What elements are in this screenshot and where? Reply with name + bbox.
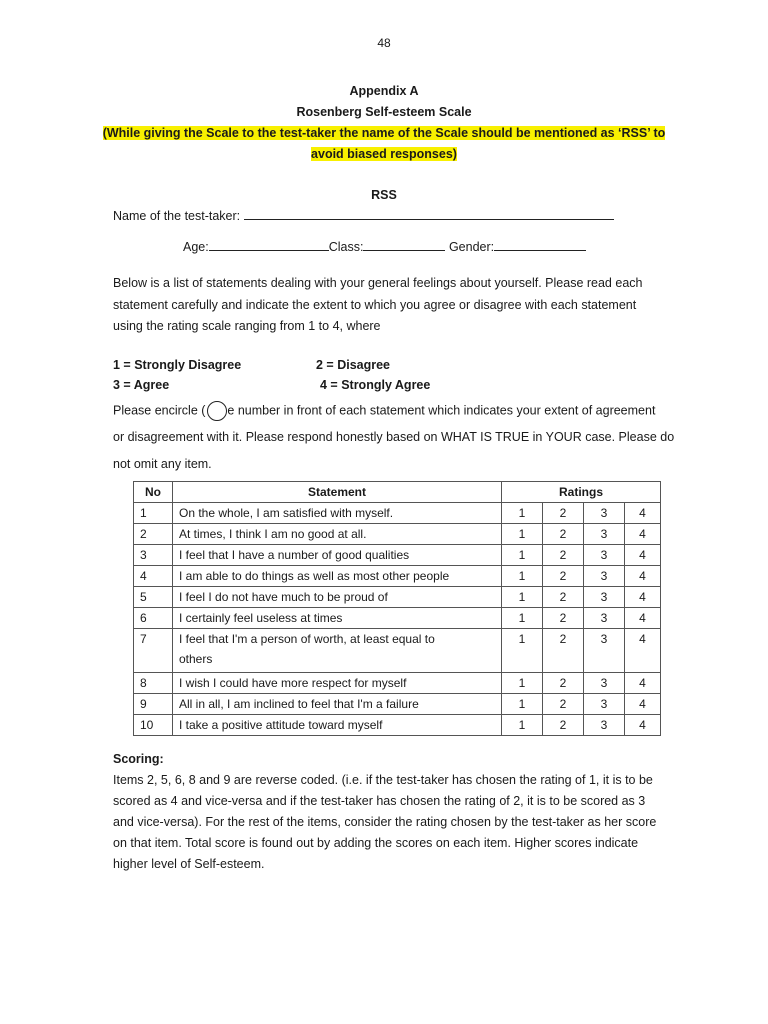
scoring-line: on that item. Total score is found out by adding the scores on each item. Higher scores indicate — [113, 836, 639, 850]
rating-option-3[interactable]: 3 — [584, 608, 625, 629]
instruction-text-b: e number in front of each statement which indicates your extent of agreement — [227, 403, 656, 418]
rating-option-2[interactable]: 2 — [543, 694, 584, 715]
rating-option-3[interactable]: 3 — [584, 629, 625, 673]
scoring-line: higher level of Self-esteem. — [113, 857, 265, 871]
rating-option-2[interactable]: 2 — [543, 673, 584, 694]
rating-option-2[interactable]: 2 — [543, 524, 584, 545]
rating-option-3[interactable]: 3 — [584, 715, 625, 736]
rating-option-2[interactable]: 2 — [543, 503, 584, 524]
table-row — [134, 694, 661, 715]
rating-option-3[interactable]: 3 — [584, 694, 625, 715]
row-statement: All in all, I am inclined to feel that I'm a failure — [173, 694, 502, 715]
rating-option-2[interactable]: 2 — [543, 545, 584, 566]
row-number: 5 — [134, 587, 173, 608]
rating-option-4[interactable]: 4 — [625, 566, 661, 587]
rating-option-4[interactable]: 4 — [625, 608, 661, 629]
class-input-line[interactable] — [363, 238, 445, 251]
table-row — [134, 715, 661, 736]
note-line-1-text: (While giving the Scale to the test-taker the name of the Scale should be mentioned as ‘RSS’ to — [102, 126, 666, 140]
legend-strongly-agree: 4 = Strongly Agree — [320, 378, 431, 392]
rating-option-2[interactable]: 2 — [543, 587, 584, 608]
appendix-title: Appendix A — [349, 84, 419, 98]
row-number: 3 — [134, 545, 173, 566]
note-line-2-text: avoid biased responses) — [311, 147, 457, 161]
row-statement: I feel I do not have much to be proud of — [173, 587, 502, 608]
rating-option-4[interactable]: 4 — [625, 503, 661, 524]
rating-option-1[interactable]: 1 — [502, 503, 543, 524]
scoring-line: and vice-versa). For the rest of the items, consider the rating chosen by the test-taker as her score — [113, 815, 657, 829]
table-row — [134, 673, 661, 694]
statement-line: I feel that I'm a person of worth, at least equal to — [179, 632, 435, 646]
row-statement: At times, I think I am no good at all. — [173, 524, 502, 545]
name-field-row — [113, 207, 614, 223]
table-row — [134, 545, 661, 566]
scoring-paragraph — [113, 770, 658, 875]
rating-option-4[interactable]: 4 — [625, 715, 661, 736]
scoring-line: Items 2, 5, 6, 8 and 9 are reverse coded. (i.e. if the test-taker has chosen the rating of 1, it is to be — [113, 773, 653, 787]
class-label: Class: — [328, 240, 364, 254]
rating-option-3[interactable]: 3 — [584, 566, 625, 587]
row-number: 2 — [134, 524, 173, 545]
intro-line: Below is a list of statements dealing with your general feelings about yourself. Please read each — [113, 276, 643, 290]
name-label: Name of the test-taker: — [113, 209, 241, 223]
rating-option-1[interactable]: 1 — [502, 694, 543, 715]
row-statement: I feel that I have a number of good qualities — [173, 545, 502, 566]
rating-option-2[interactable]: 2 — [543, 629, 584, 673]
header-statement: Statement — [173, 482, 502, 503]
statement-line: others — [179, 652, 213, 666]
instruction-text-a: Please encircle ( — [113, 403, 206, 418]
header-no: No — [134, 482, 173, 503]
legend-disagree: 2 = Disagree — [316, 358, 391, 372]
table-row — [134, 503, 661, 524]
instruction-line-3: not omit any item. — [113, 457, 212, 471]
form-title: RSS — [371, 188, 397, 202]
row-number: 8 — [134, 673, 173, 694]
rating-option-4[interactable]: 4 — [625, 524, 661, 545]
instruction-line-1 — [113, 401, 655, 421]
rating-option-4[interactable]: 4 — [625, 673, 661, 694]
rating-option-4[interactable]: 4 — [625, 694, 661, 715]
row-statement: I wish I could have more respect for myself — [173, 673, 502, 694]
page-number: 48 — [377, 36, 391, 50]
rating-option-1[interactable]: 1 — [502, 715, 543, 736]
scoring-line: scored as 4 and vice-versa and if the test-taker has chosen the rating of 2, it is to be scored as 3 — [113, 794, 646, 808]
row-statement: I certainly feel useless at times — [173, 608, 502, 629]
row-number: 1 — [134, 503, 173, 524]
rating-option-1[interactable]: 1 — [502, 629, 543, 673]
rating-option-3[interactable]: 3 — [584, 587, 625, 608]
legend-strongly-disagree: 1 = Strongly Disagree — [113, 358, 242, 372]
header-ratings: Ratings — [502, 482, 661, 503]
row-number: 6 — [134, 608, 173, 629]
rating-option-1[interactable]: 1 — [502, 566, 543, 587]
note-line-2 — [0, 147, 768, 161]
legend-agree: 3 = Agree — [113, 378, 170, 392]
gender-label: Gender: — [448, 240, 495, 254]
demographics-row — [183, 238, 586, 254]
table-row — [134, 629, 661, 673]
row-statement: On the whole, I am satisfied with myself. — [173, 503, 502, 524]
rating-option-4[interactable]: 4 — [625, 587, 661, 608]
table-row — [134, 608, 661, 629]
scoring-title: Scoring: — [113, 752, 164, 766]
rating-option-4[interactable]: 4 — [625, 545, 661, 566]
row-statement: I take a positive attitude toward myself — [173, 715, 502, 736]
row-number: 4 — [134, 566, 173, 587]
rating-option-1[interactable]: 1 — [502, 673, 543, 694]
age-input-line[interactable] — [209, 238, 329, 251]
rating-table — [133, 481, 661, 736]
row-number: 9 — [134, 694, 173, 715]
table-body — [134, 503, 661, 736]
rating-option-3[interactable]: 3 — [584, 545, 625, 566]
rating-option-2[interactable]: 2 — [543, 715, 584, 736]
intro-paragraph — [113, 273, 658, 338]
row-statement — [173, 629, 502, 673]
rating-option-4[interactable]: 4 — [625, 629, 661, 673]
row-number: 7 — [134, 629, 173, 673]
rating-option-3[interactable]: 3 — [584, 503, 625, 524]
rating-option-2[interactable]: 2 — [543, 566, 584, 587]
age-label: Age: — [183, 240, 209, 254]
table-row — [134, 524, 661, 545]
table-header-row — [134, 482, 661, 503]
note-line-1 — [0, 126, 768, 140]
rating-option-1[interactable]: 1 — [502, 587, 543, 608]
rating-option-3[interactable]: 3 — [584, 673, 625, 694]
intro-line: statement carefully and indicate the extent to which you agree or disagree with each statement — [113, 297, 637, 312]
rating-option-1[interactable]: 1 — [502, 545, 543, 566]
instruction-line-2: or disagreement with it. Please respond honestly based on WHAT IS TRUE in YOUR case. Please do — [113, 430, 675, 444]
rating-option-1[interactable]: 1 — [502, 524, 543, 545]
table-row — [134, 566, 661, 587]
name-input-line[interactable] — [244, 207, 614, 220]
row-statement: I am able to do things as well as most other people — [173, 566, 502, 587]
intro-line: using the rating scale ranging from 1 to 4, where — [113, 319, 381, 333]
scale-title: Rosenberg Self-esteem Scale — [296, 105, 472, 119]
table-row — [134, 587, 661, 608]
gender-input-line[interactable] — [494, 238, 586, 251]
rating-option-2[interactable]: 2 — [543, 608, 584, 629]
row-number: 10 — [134, 715, 173, 736]
circle-icon — [207, 401, 227, 421]
rating-option-3[interactable]: 3 — [584, 524, 625, 545]
rating-option-1[interactable]: 1 — [502, 608, 543, 629]
